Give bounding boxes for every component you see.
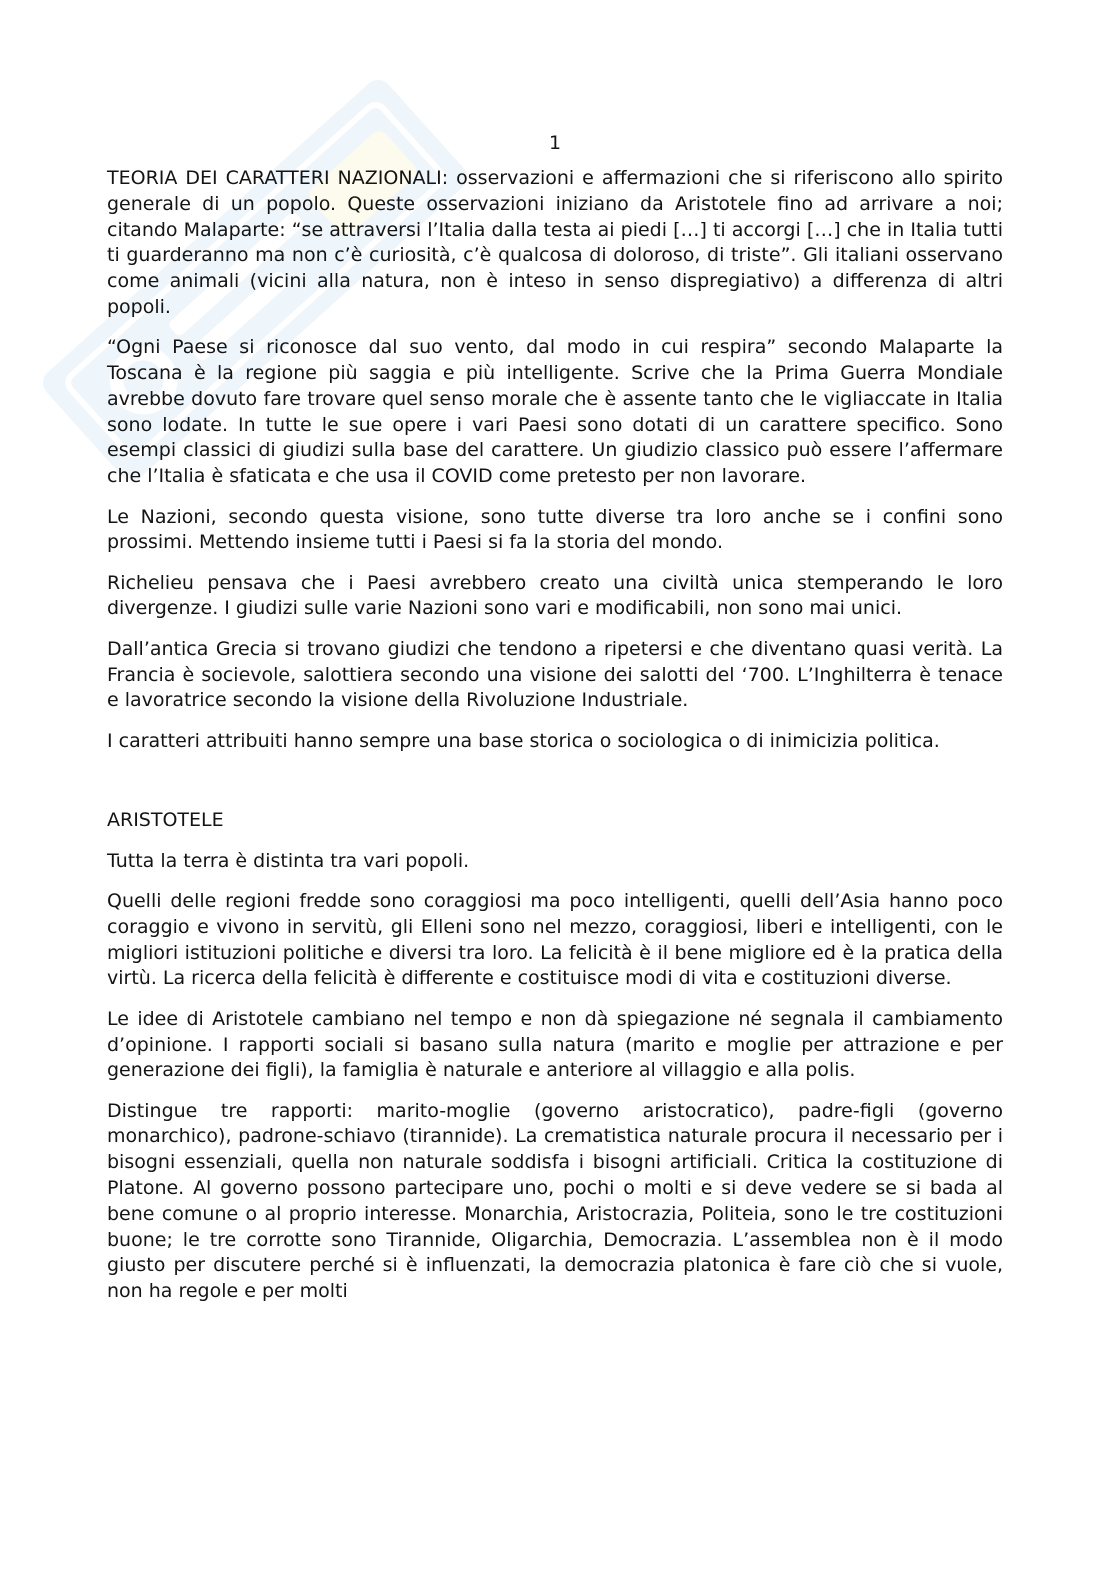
paragraph: Le idee di Aristotele cambiano nel tempo e non dà spiegazione né segnala il cambiamento d’opinione. I rapporti sociali si basano sulla natura (marito e moglie per attrazione e per generazione dei figli), la famiglia è naturale e anteriore al villaggio e alla polis.: [107, 1007, 1003, 1082]
paragraph: Tutta la terra è distinta tra vari popoli.: [107, 849, 470, 872]
paragraph: Richelieu pensava che i Paesi avrebbero creato una civiltà unica stemperando le loro divergenze. I giudizi sulle varie Nazioni sono vari e modificabili, non sono mai unici.: [107, 571, 1003, 620]
intro-section: [107, 166, 1003, 754]
paragraph: Dall’antica Grecia si trovano giudizi che tendono a ripetersi e che diventano quasi verità. La Francia è socievole, salottiera secondo una visione dei salotti del ‘700. L’Inghilterra è tenace e lavoratrice secondo la visione della Rivoluzione Industriale.: [107, 637, 1003, 712]
paragraph: “Ogni Paese si riconosce dal suo vento, dal modo in cui respira” secondo Malaparte la Toscana è la regione più saggia e più intelligente. Scrive che la Prima Guerra Mondiale avrebbe dovuto fare trovare quel senso morale che è assente tanto che le vigliaccate in Italia sono lodate. In tutte le sue opere i vari Paesi sono dotati di un carattere specifico. Sono esempi classici di giudizi sulla base del carattere. Un giudizio classico può essere l’affermare che l’Italia è sfaticata e che usa il COVID come pretesto per non lavorare.: [107, 336, 1003, 488]
aristotele-section: [107, 808, 1003, 1305]
paragraph: Distingue tre rapporti: marito-moglie (governo aristocratico), padre-figli (governo monarchico), padrone-schiavo (tirannide). La crematistica naturale procura il necessario per i bisogni essenziali, quella non naturale soddisfa i bisogni artificiali. Critica la costituzione di Platone. Al governo possono partecipare uno, pochi o molti e si deve vedere se si bada al bene comune o al proprio interesse. Monarchia, Aristocrazia, Politeia, sono le tre costituzioni buone; le tre corrotte sono Tirannide, Oligarchia, Democrazia. L’assemblea non è il modo giusto per discutere perché si è influenzati, la democrazia platonica è fare ciò che si vuole, non ha regole e per molti: [107, 1099, 1003, 1303]
section-heading: ARISTOTELE: [107, 809, 224, 832]
paragraph: I caratteri attribuiti hanno sempre una base storica o sociologica o di inimicizia politica.: [107, 729, 940, 752]
paragraph: Le Nazioni, secondo questa visione, sono tutte diverse tra loro anche se i confini sono prossimi. Mettendo insieme tutti i Paesi si fa la storia del mondo.: [107, 505, 1003, 554]
document-page: [107, 130, 1003, 1319]
paragraph: Quelli delle regioni fredde sono coraggiosi ma poco intelligenti, quelli dell’Asia hanno poco coraggio e vivono in servitù, gli Elleni sono nel mezzo, coraggiosi, liberi e intelligenti, con le migliori istituzioni politiche e diversi tra loro. La felicità è il bene migliore ed è la pratica della virtù. La ricerca della felicità è differente e costituisce modi di vita e costituzioni diverse.: [107, 890, 1003, 990]
page-number: 1: [548, 132, 562, 154]
paragraph: TEORIA DEI CARATTERI NAZIONALI: osservazioni e affermazioni che si riferiscono allo spirito generale di un popolo. Queste osservazioni iniziano da Aristotele fino ad arrivare a noi; citando Malaparte: “se attraversi l’Italia dalla testa ai piedi […] ti accorgi […] che in Italia tutti ti guarderanno ma non c’è curiosità, c’è qualcosa di doloroso, di triste”. Gli italiani osservano come animali (vicini alla natura, non è inteso in senso dispregiativo) a differenza di altri popoli.: [107, 167, 1003, 318]
